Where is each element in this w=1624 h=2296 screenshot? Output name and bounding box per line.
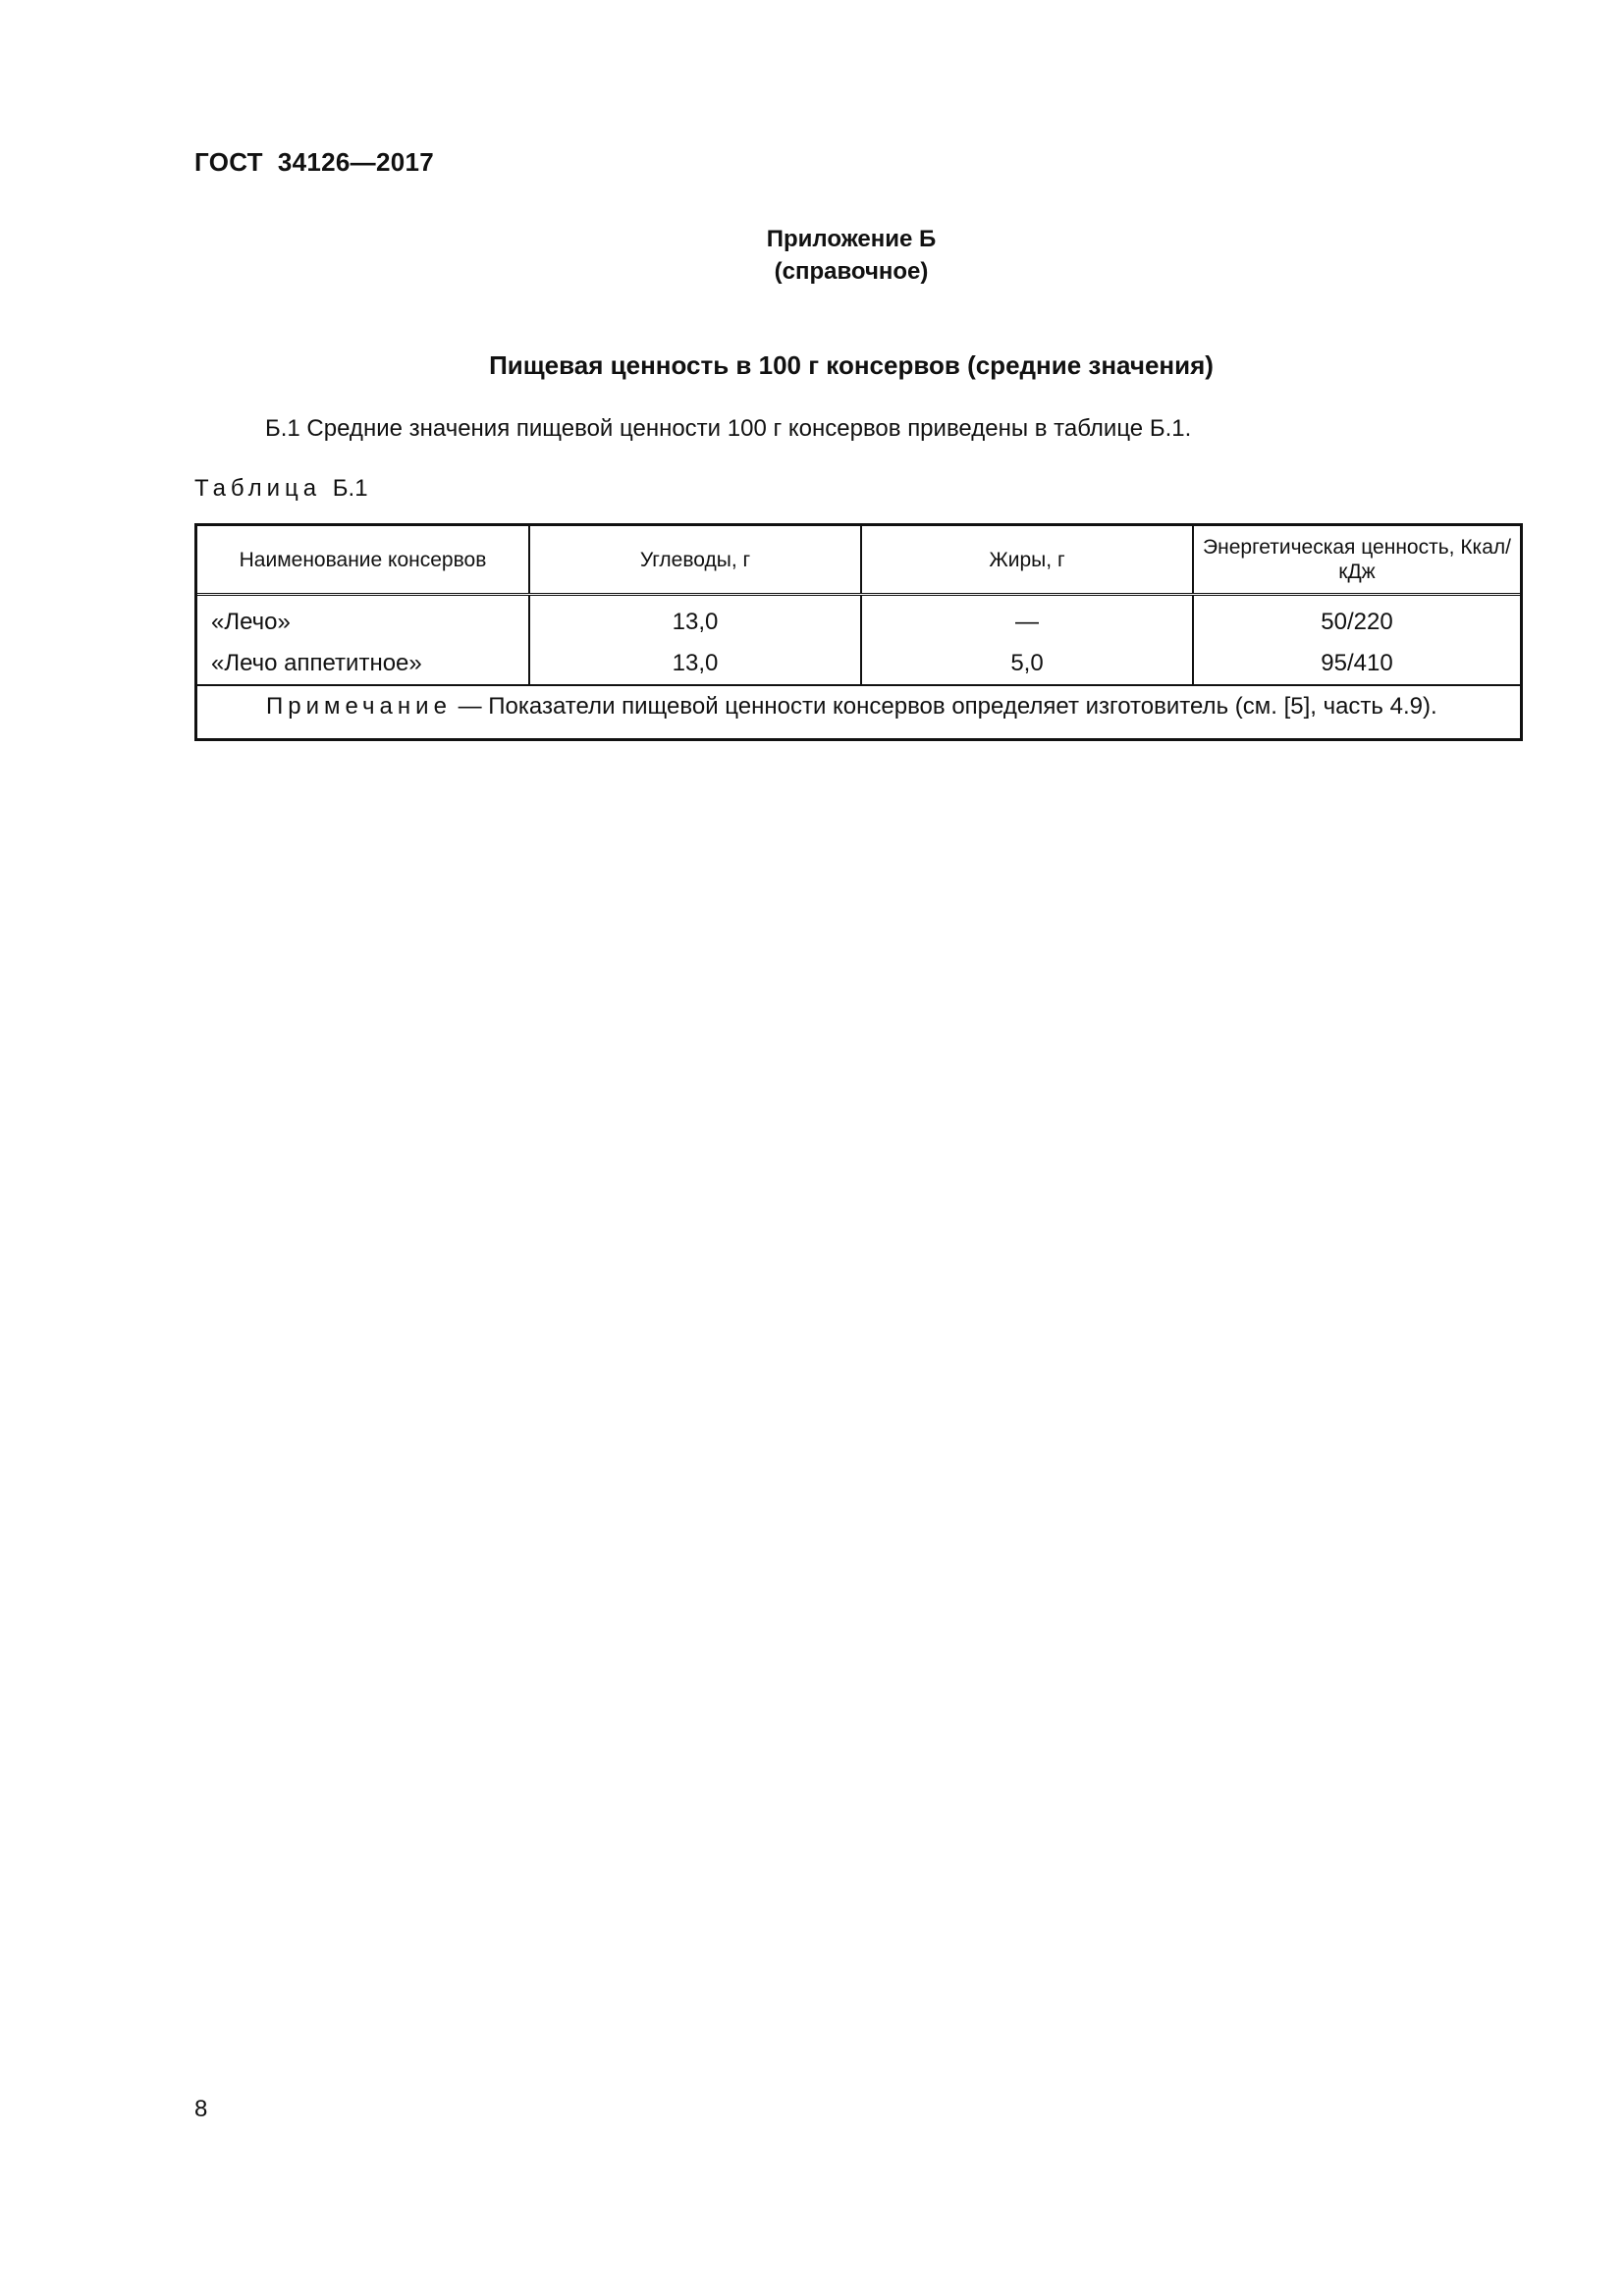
cell-energy: 95/410 <box>1193 643 1520 685</box>
document-code: ГОСТ 34126—2017 <box>194 147 435 177</box>
page-number: 8 <box>194 2096 208 2122</box>
table-caption-number: Б.1 <box>332 475 368 502</box>
table-caption <box>194 475 368 503</box>
cell-energy: 50/220 <box>1321 609 1393 635</box>
section-title: Пищевая ценность в 100 г консервов (средние значения) <box>489 350 1214 380</box>
column-header-energy: Энергетическая ценность, Ккал/кДж <box>1193 526 1520 595</box>
table-row <box>197 643 1520 685</box>
table-note <box>197 685 1520 727</box>
table-row <box>197 595 1520 644</box>
cell-carbs: 13,0 <box>529 595 861 644</box>
note-label: Примечание <box>266 693 452 720</box>
table-note-row <box>197 685 1520 727</box>
column-header-name: Наименование консервов <box>197 526 529 595</box>
paragraph-b1: Б.1 Средние значения пищевой ценности 100 г консервов приведены в таблице Б.1. <box>265 415 1192 442</box>
cell-fats: — <box>861 595 1193 644</box>
cell-product-name: «Лечо» <box>197 595 529 644</box>
cell-carbs: 13,0 <box>529 643 861 685</box>
appendix-kind: (справочное) <box>774 258 929 285</box>
cell-fats: 5,0 <box>861 643 1193 685</box>
table-header-row <box>197 526 1520 595</box>
cell-product-name: «Лечо аппетитное» <box>197 643 529 685</box>
column-header-fats: Жиры, г <box>861 526 1193 595</box>
table-caption-word: Таблица <box>194 475 322 502</box>
nutrition-table <box>194 523 1523 741</box>
appendix-label: Приложение Б <box>766 226 937 252</box>
column-header-carbs: Углеводы, г <box>529 526 861 595</box>
note-text: — Показатели пищевой ценности консервов определяет изготовитель (см. [5], часть 4.9). <box>451 693 1437 720</box>
